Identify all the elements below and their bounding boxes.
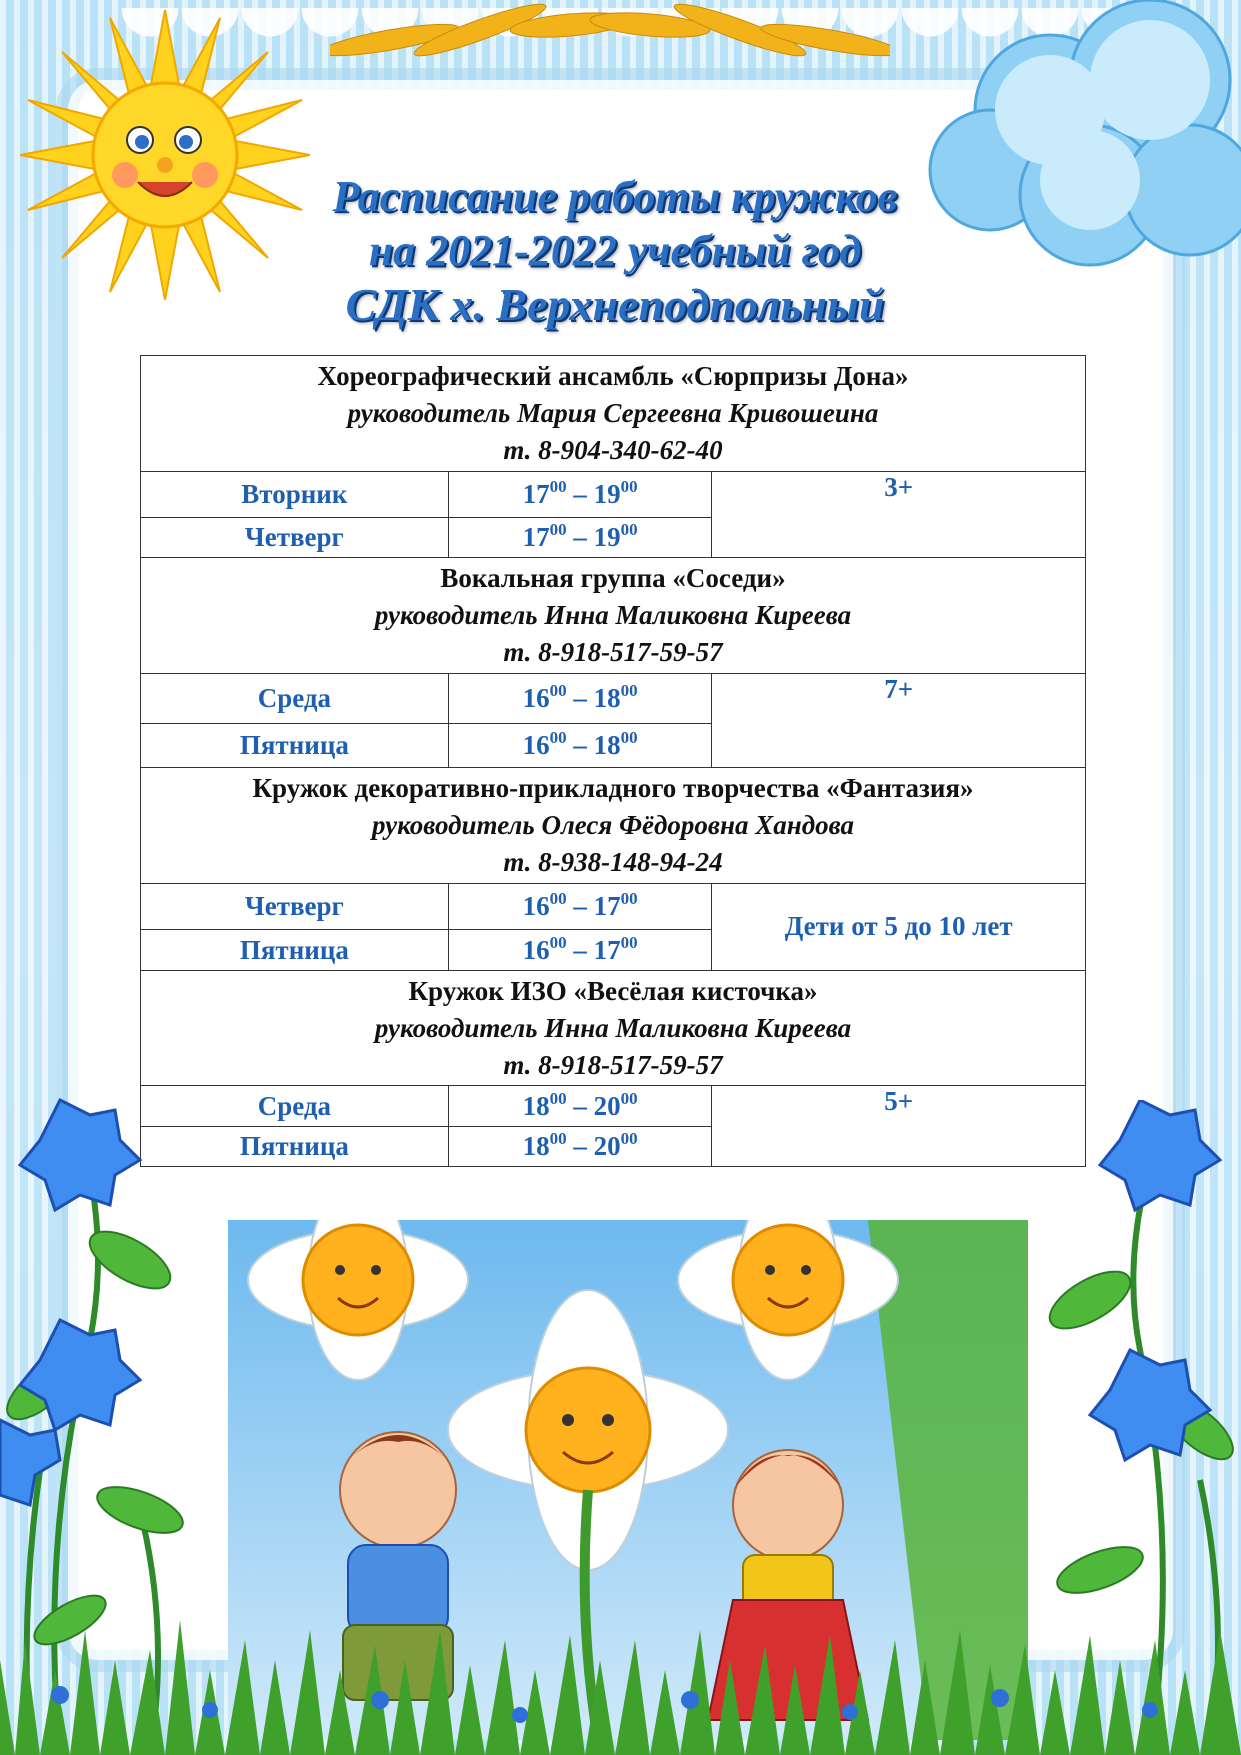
session-day: Среда [141,673,449,723]
age-group: 3+ [712,471,1086,558]
title-line-2: на 2021-2022 учебный год [368,226,862,275]
group-name: Кружок декоративно-прикладного творчества «Фантазия» [252,773,974,804]
session-time: $18^{00} - 20^{00}$ [448,1126,712,1166]
group-header-row [141,356,1086,472]
session-time: $17^{00} - 19^{00}$ [448,471,712,517]
session-time: $16^{00} - 17^{00}$ [448,884,712,930]
session-day: Вторник [141,471,449,517]
session-day: Четверг [141,884,449,930]
session-row [141,884,1086,930]
session-time: $16^{00} - 18^{00}$ [448,724,712,768]
page-title [200,170,1030,332]
session-time: $16^{00} - 18^{00}$ [448,673,712,723]
group-phone: т. 8-904-340-62-40 [503,434,723,465]
group-header [141,558,1086,674]
session-time: $16^{00} - 17^{00}$ [448,930,712,970]
session-time: $18^{00} - 20^{00}$ [448,1086,712,1126]
age-group: 7+ [712,673,1086,768]
group-header [141,356,1086,472]
group-phone: т. 8-918-517-59-57 [503,1049,723,1080]
session-time: $17^{00} - 19^{00}$ [448,517,712,557]
age-group: Дети от 5 до 10 лет [712,884,1086,971]
title-line-3: СДК х. Верхнеподпольный [345,279,885,330]
group-leader: руководитель Инна Маликовна Киреева [374,600,852,631]
wheat-icon [330,0,890,90]
group-header-row [141,970,1086,1086]
group-name: Хореографический ансамбль «Сюрпризы Дона» [317,360,909,391]
group-header-row [141,768,1086,884]
group-leader: руководитель Инна Маликовна Киреева [374,1012,852,1043]
group-header [141,768,1086,884]
title-line-1: Расписание работы кружков [332,172,898,221]
group-phone: т. 8-918-517-59-57 [503,637,723,668]
session-day: Среда [141,1086,449,1126]
schedule-table [140,355,1086,1167]
session-row [141,471,1086,517]
group-leader: руководитель Мария Сергеевна Кривошеина [347,397,879,428]
group-name: Вокальная группа «Соседи» [440,563,786,594]
session-day: Пятница [141,724,449,768]
session-day: Пятница [141,930,449,970]
group-header-row [141,558,1086,674]
group-name: Кружок ИЗО «Весёлая кисточка» [408,975,818,1006]
age-group: 5+ [712,1086,1086,1167]
group-leader: руководитель Олеся Фёдоровна Хандова [372,810,854,841]
session-row [141,673,1086,723]
group-phone: т. 8-938-148-94-24 [503,847,723,878]
group-header [141,970,1086,1086]
session-day: Четверг [141,517,449,557]
session-row [141,1086,1086,1126]
grass-strip [0,1600,1241,1755]
session-day: Пятница [141,1126,449,1166]
